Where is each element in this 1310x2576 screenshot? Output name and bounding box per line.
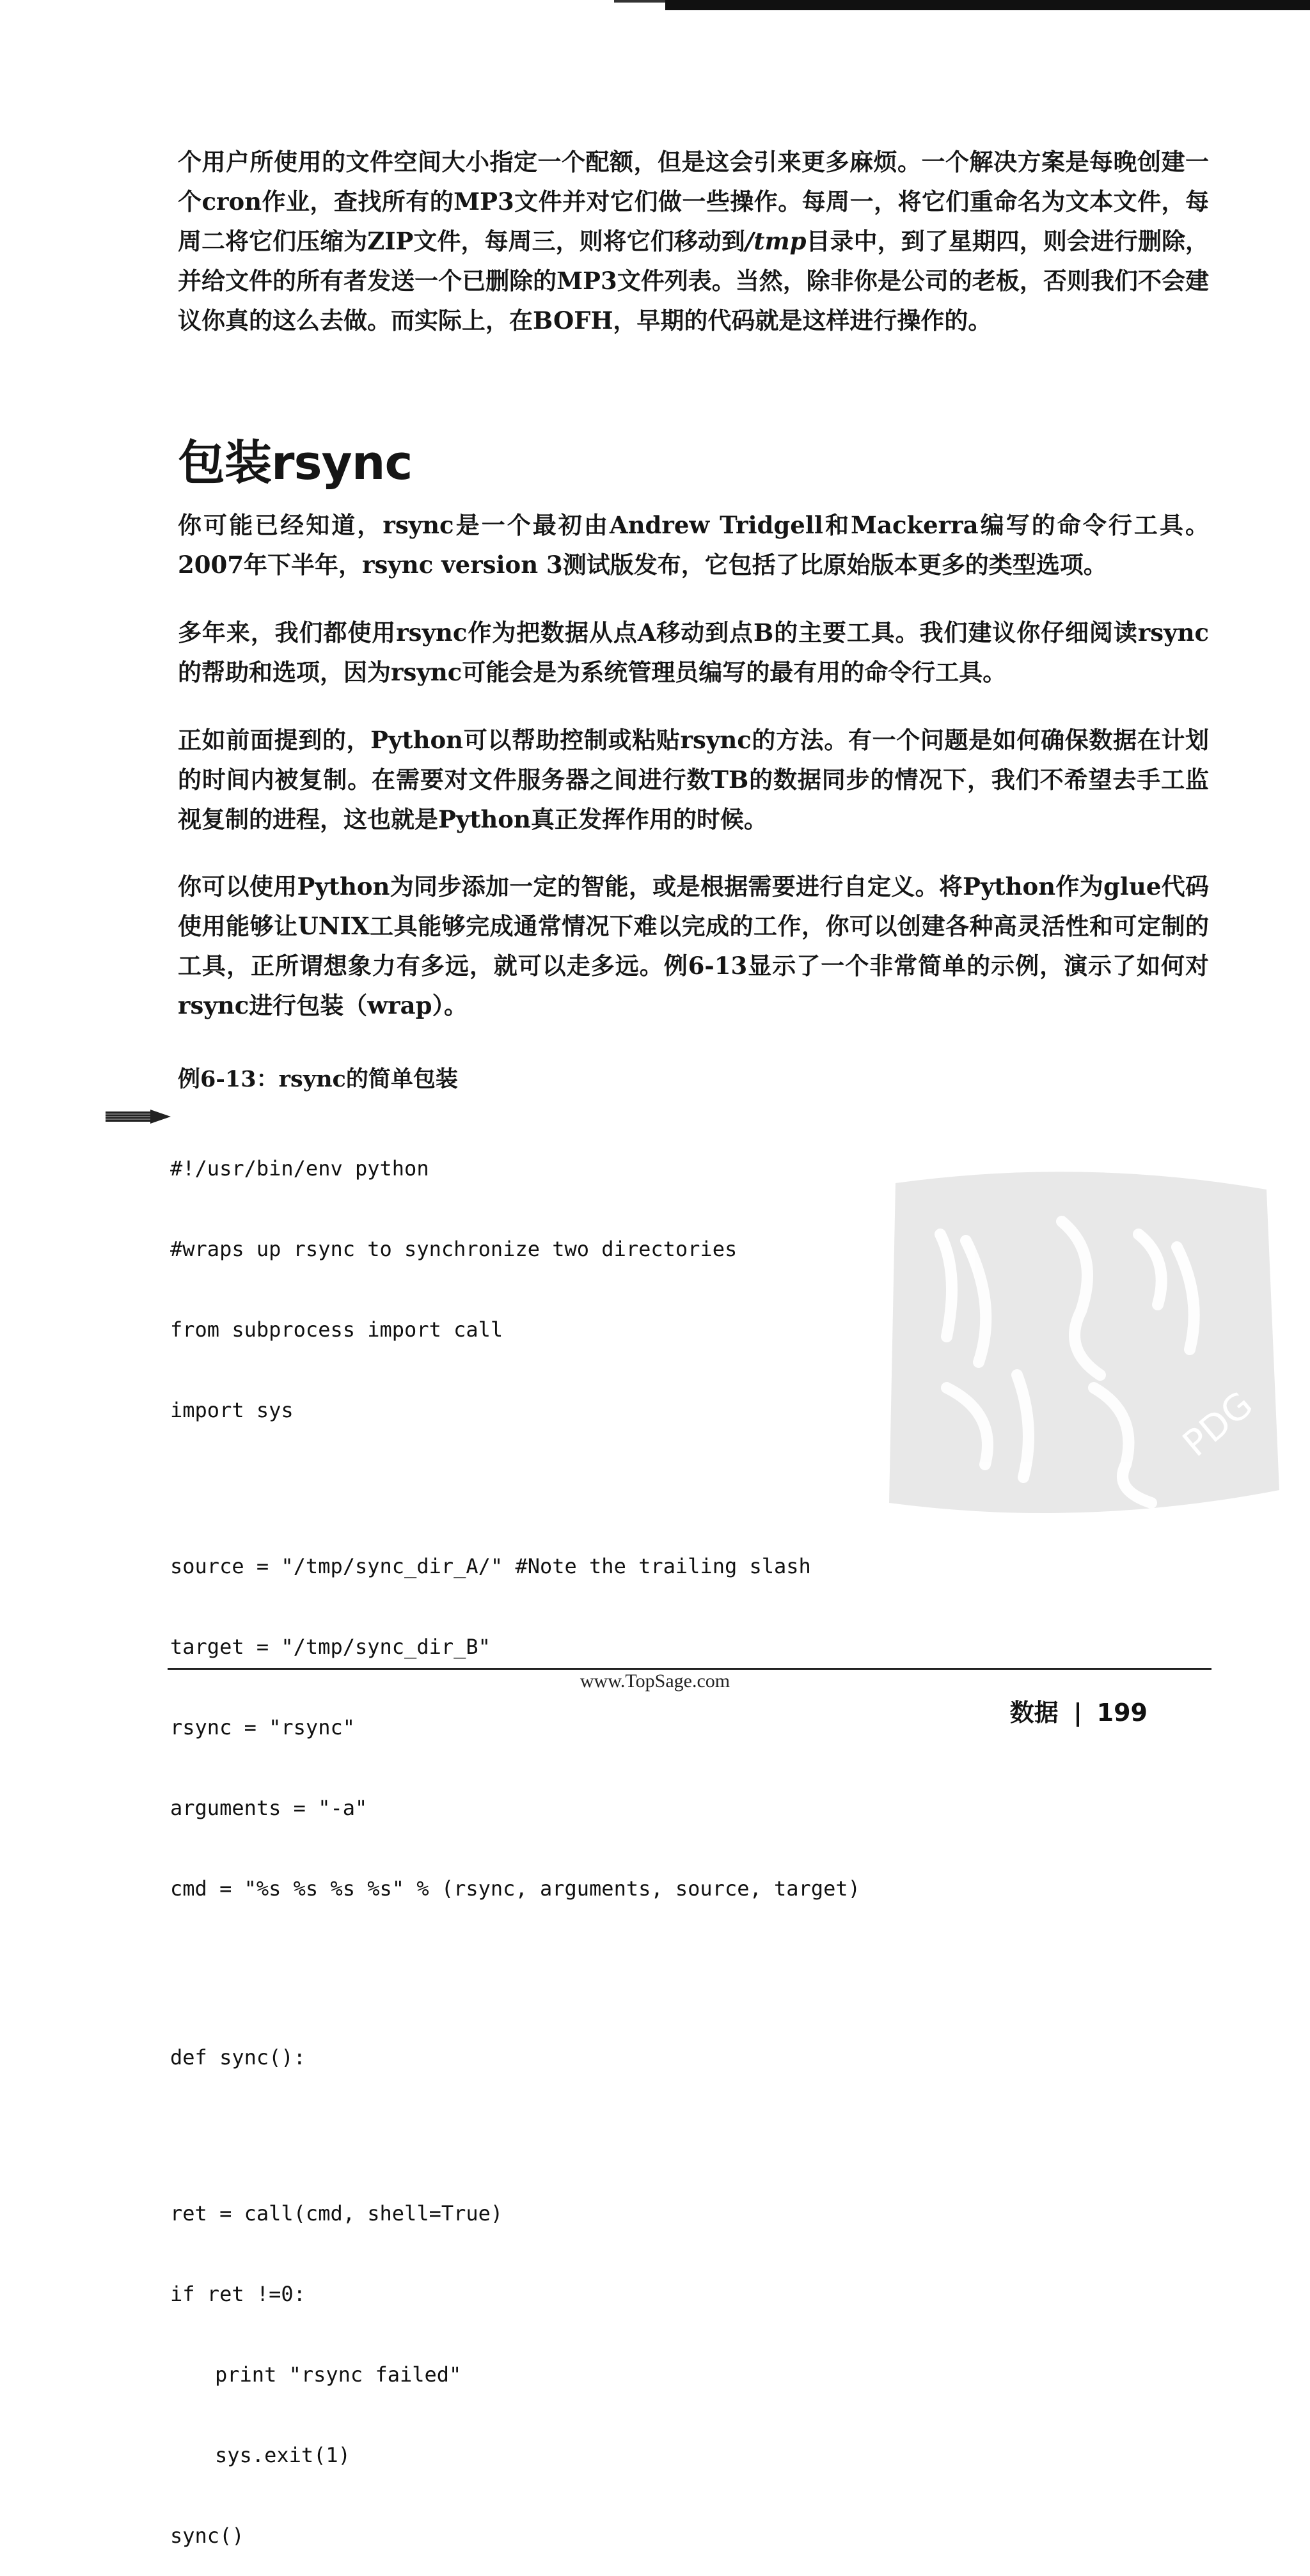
code-line: sync(): [170, 2524, 244, 2548]
paragraph-2: 多年来，我们都使用rsync作为把数据从点A移动到点B的主要工具。我们建议你仔细阅读rsync的帮助和选项，因为rsync可能会是为系统管理员编写的最有用的命令行工具。: [178, 618, 1209, 686]
arrow-marker-icon: [104, 1110, 171, 1124]
watermark-seal: [870, 1145, 1292, 1541]
footer-url: www.TopSage.com: [580, 1670, 730, 1692]
code-line: #wraps up rsync to synchronize two directories: [170, 1237, 738, 1261]
footer-section: [1010, 1693, 1148, 1728]
code-line: cmd = "%s %s %s %s" % (rsync, arguments, source, target): [170, 1876, 860, 1901]
code-line: sys.exit(1): [215, 2443, 351, 2467]
code-line: import sys: [170, 1398, 294, 1422]
code-line: #!/usr/bin/env python: [170, 1156, 429, 1181]
footer-rule: [168, 1668, 1211, 1670]
code-line: source = "/tmp/sync_dir_A/" #Note the trailing slash: [170, 1554, 811, 1578]
section-name: 数据: [1009, 1699, 1059, 1727]
footer-separator: [1077, 1702, 1079, 1727]
paragraph-4: 你可以使用Python为同步添加一定的智能，或是根据需要进行自定义。将Python作为glue代码使用能够让UNIX工具能够完成通常情况下难以完成的工作，你可以创建各种高灵活性和可定制的工具，正所谓想象力有多远，就可以走多远。例6-13显示了一个非常简单的示例，演示了如何对rsync进行包装（wrap）。: [178, 872, 1209, 1019]
code-line: rsync = "rsync": [170, 1715, 355, 1740]
example-caption: 例6-13：rsync的简单包装: [178, 1066, 458, 1092]
code-line: def sync():: [170, 2045, 306, 2069]
code-blank: [170, 2124, 860, 2146]
code-listing: [170, 1101, 860, 2576]
paragraph-3: 正如前面提到的，Python可以帮助控制或粘贴rsync的方法。有一个问题是如何确保数据在计划的时间内被复制。在需要对文件服务器之间进行数TB的数据同步的情况下，我们不希望去手工监视复制的进程，这也就是Python真正发挥作用的时候。: [178, 726, 1209, 833]
code-line: ret = call(cmd, shell=True): [170, 2201, 503, 2226]
top-rule: [665, 0, 1310, 10]
tmp-path: /tmp: [745, 227, 807, 255]
code-line: arguments = "-a": [170, 1796, 368, 1820]
code-line: from subprocess import call: [170, 1317, 503, 1342]
code-blank: [170, 1956, 860, 1990]
section-heading: 包装rsync: [178, 436, 413, 491]
code-blank: [170, 1477, 860, 1499]
paragraph-1: 你可能已经知道，rsync是一个最初由Andrew Tridgell和Mackerra编写的命令行工具。2007年下半年，rsync version 3测试版发布，它包括了比原始版本更多的类型选项。: [178, 511, 1209, 579]
intro-text-a: 个用户所使用的文件空间大小指定一个配额，但是这会引来更多麻烦。一个解决方案是每晚创建一个cron作业，查找所有的MP3文件并对它们做一些操作。每周一，将它们重命名为文本文件，每周二将它们压缩为ZIP文件，每周三，则将它们移动到: [178, 148, 1209, 255]
code-line: print "rsync failed": [215, 2362, 462, 2387]
top-rule-thin: [614, 0, 665, 3]
page-number: 199: [1096, 1699, 1148, 1727]
intro-text-b: 目录中，到了星期四，则会进行删除，并给文件的所有者发送一个已删除的MP3文件列表。当然，除非你是公司的老板，否则我们不会建议你真的这么去做。而实际上，在BOFH，早期的代码就是这样进行操作的。: [178, 227, 1210, 334]
seal-pdg-label: PDG: [1175, 1383, 1261, 1465]
intro-paragraph: [178, 142, 1209, 340]
code-line: if ret !=0:: [170, 2282, 306, 2306]
code-line: target = "/tmp/sync_dir_B": [170, 1635, 491, 1659]
